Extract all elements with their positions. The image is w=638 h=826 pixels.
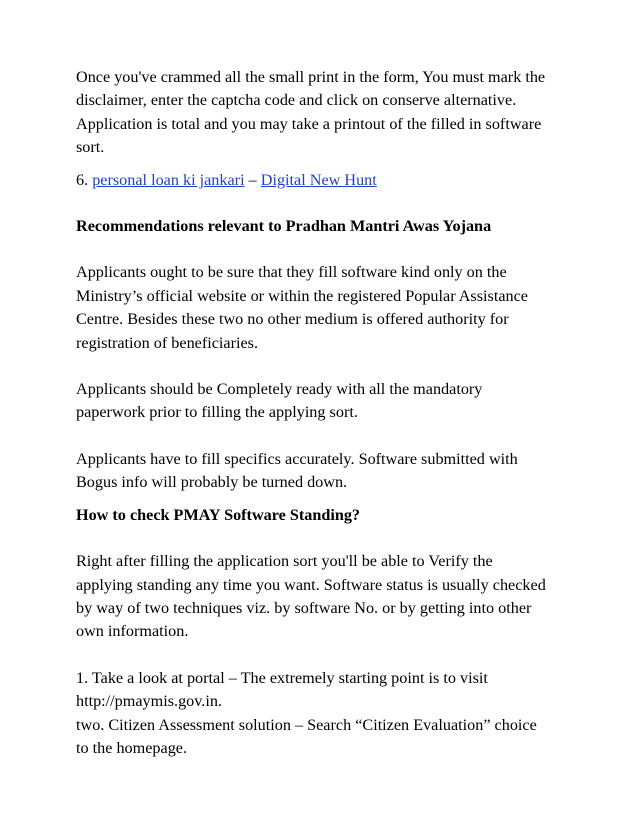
text-line: applying standing any time you want. Software status is usually checked xyxy=(76,575,546,594)
text-line: two. Citizen Assessment solution – Search “Citizen Evaluation” choice xyxy=(76,715,537,734)
text-line: Right after filling the application sort you'll be able to Verify the xyxy=(76,552,493,571)
text-line: Ministry’s official website or within the registered Popular Assistance xyxy=(76,286,528,305)
paragraph-applicants-website xyxy=(76,261,576,355)
text-line: disclaimer, enter the captcha code and click on conserve alternative. xyxy=(76,91,517,110)
link-separator: – xyxy=(244,170,261,189)
text-line: 1. Take a look at portal – The extremely starting point is to visit xyxy=(76,668,488,687)
text-line: own information. xyxy=(76,622,189,641)
text-line: Applicants should be Completely ready with all the mandatory xyxy=(76,380,483,399)
text-line: registration of beneficiaries. xyxy=(76,333,259,352)
text-line: Applicants ought to be sure that they fill software kind only on the xyxy=(76,263,507,282)
text-line: paperwork prior to filling the applying sort. xyxy=(76,403,358,422)
digital-new-hunt-link[interactable]: Digital New Hunt xyxy=(260,170,377,189)
section-heading-recommendations: Recommendations relevant to Pradhan Mantri Awas Yojana xyxy=(76,217,492,236)
text-line: Once you've crammed all the small print in the form, You must mark the xyxy=(76,68,546,86)
text-line: sort. xyxy=(76,138,105,157)
text-line: to the homepage. xyxy=(76,738,188,757)
text-line: by way of two techniques viz. by software No. or by getting into other xyxy=(76,598,532,617)
document-page xyxy=(76,66,576,760)
list-number: 6. xyxy=(76,170,93,189)
paragraph-applicants-ready xyxy=(76,378,576,425)
personal-loan-link[interactable]: personal loan ki jankari xyxy=(92,170,245,189)
links-row xyxy=(76,169,576,192)
paragraph-verify-status xyxy=(76,550,576,644)
text-line: Application is total and you may take a printout of the filled in software xyxy=(76,114,542,133)
text-line: Centre. Besides these two no other medium is offered authority for xyxy=(76,310,509,329)
paragraph-applicants-specifics xyxy=(76,448,576,495)
text-line: Applicants have to fill specifics accurately. Software submitted with xyxy=(76,449,518,468)
text-line: http://pmaymis.gov.in. xyxy=(76,692,222,711)
intro-paragraph xyxy=(76,66,576,160)
paragraph-steps xyxy=(76,667,576,761)
section-heading-check-status: How to check PMAY Software Standing? xyxy=(76,505,361,524)
text-line: Bogus info will probably be turned down. xyxy=(76,473,348,492)
